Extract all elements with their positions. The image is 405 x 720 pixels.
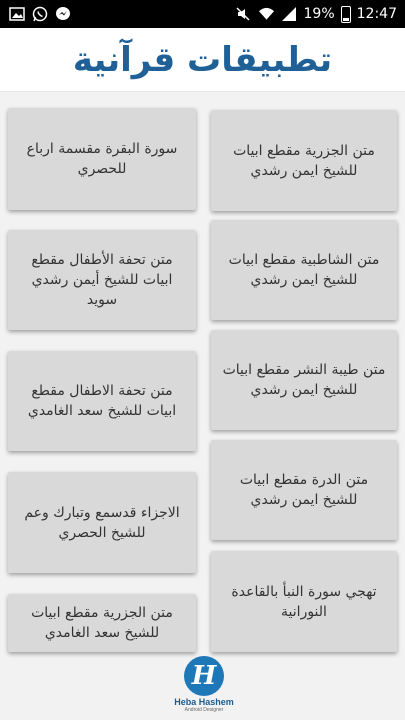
battery-icon bbox=[341, 6, 351, 23]
app-card-jazariya-ghamdi[interactable] bbox=[8, 594, 196, 652]
app-card-baqara-husari[interactable] bbox=[8, 108, 196, 210]
photo-icon bbox=[8, 6, 25, 23]
status-right bbox=[235, 6, 397, 23]
app-card-naba-noraniya[interactable] bbox=[211, 551, 397, 652]
card-label: متن طيبة النشر مقطع ابيات للشيخ ايمن رشدي bbox=[222, 362, 386, 398]
signal-icon bbox=[281, 6, 298, 23]
page-title: تطبيقات قرآنية bbox=[72, 39, 333, 80]
logo-h-icon: H bbox=[184, 656, 224, 696]
clock: 12:47 bbox=[356, 6, 397, 22]
app-card-durra-ayman[interactable] bbox=[211, 440, 397, 540]
card-label: متن الجزرية مقطع ابيات للشيخ سعد الغامدي bbox=[31, 605, 173, 641]
card-label: متن تحفة الاطفال مقطع ابيات للشيخ سعد الغامدي bbox=[27, 383, 177, 419]
app-card-jazariya-ayman[interactable] bbox=[211, 110, 397, 211]
brand-name: Heba Hashem bbox=[174, 697, 234, 707]
messenger-icon bbox=[54, 6, 71, 23]
card-label: متن الشاطبية مقطع ابيات للشيخ ايمن رشدي bbox=[228, 252, 380, 288]
mute-icon bbox=[235, 6, 252, 23]
card-label: متن تحفة الأطفال مقطع ابيات للشيخ أيمن رشدي سويد bbox=[31, 252, 173, 308]
app-card-tayyibat-ayman[interactable] bbox=[211, 330, 397, 430]
app-card-tuhfa-ghamdi[interactable] bbox=[8, 351, 196, 451]
card-label: الاجزاء قدسمع وتبارك وعم للشيخ الحصري bbox=[24, 504, 180, 541]
card-label: متن الجزرية مقطع ابيات للشيخ ايمن رشدي bbox=[233, 142, 375, 179]
battery-percent: 19% bbox=[303, 6, 335, 22]
status-left bbox=[8, 6, 71, 23]
app-card-ajza-husari[interactable] bbox=[8, 472, 196, 573]
header bbox=[0, 28, 405, 92]
developer-logo bbox=[176, 656, 232, 718]
wifi-icon bbox=[258, 6, 275, 23]
brand-sub: Android Designer bbox=[184, 707, 224, 713]
card-label: سورة البقرة مقسمة ارباع للحصري bbox=[26, 141, 178, 177]
whatsapp-icon bbox=[31, 6, 48, 23]
card-label: متن الدرة مقطع ابيات للشيخ ايمن رشدي bbox=[239, 472, 369, 508]
app-card-tuhfa-ayman[interactable] bbox=[8, 230, 196, 330]
status-bar bbox=[0, 0, 405, 28]
card-label: تهجي سورة النبأ بالقاعدة النورانية bbox=[231, 583, 377, 620]
app-card-shatibiya-ayman[interactable] bbox=[211, 220, 397, 320]
